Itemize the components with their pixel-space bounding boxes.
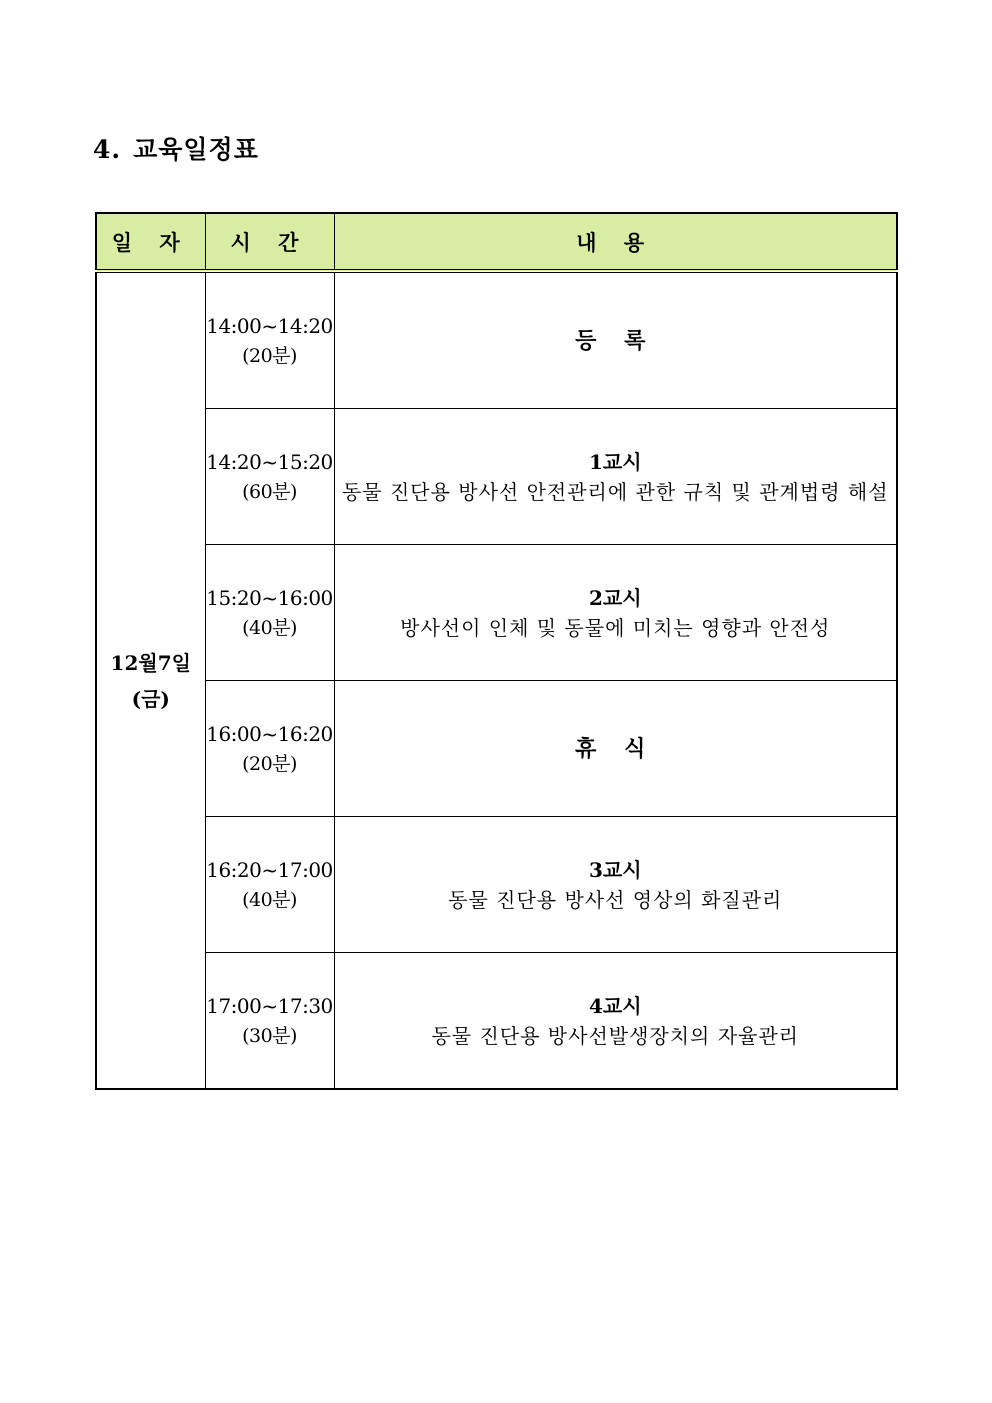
content-cell (334, 681, 897, 817)
time-duration: (30분) (242, 1024, 297, 1047)
table-row (96, 271, 897, 409)
table-row (96, 817, 897, 953)
time-cell (205, 545, 334, 681)
time-cell (205, 953, 334, 1090)
time-range: 16:00~16:20 (206, 721, 333, 746)
section-number: 4. (93, 135, 122, 164)
header-time: 시 간 (205, 213, 334, 271)
content-title: 3교시 (588, 857, 642, 882)
content-description: 방사선이 인체 및 동물에 미치는 영향과 안전성 (400, 615, 831, 640)
date-day: 12월7일 (110, 650, 191, 675)
content-title: 2교시 (588, 585, 642, 610)
time-duration: (20분) (242, 344, 297, 367)
content-cell (334, 817, 897, 953)
date-cell (96, 271, 205, 1089)
date-weekday: (금) (131, 686, 170, 711)
content-title: 휴 식 (575, 735, 656, 762)
header-row (96, 213, 897, 271)
header-date: 일 자 (96, 213, 205, 271)
content-title: 4교시 (588, 993, 642, 1018)
content-cell (334, 953, 897, 1090)
time-range: 14:00~14:20 (206, 313, 333, 338)
content-title: 1교시 (588, 449, 642, 474)
header-content: 내 용 (334, 213, 897, 271)
time-duration: (20분) (242, 752, 297, 775)
content-cell (334, 271, 897, 409)
time-duration: (60분) (242, 480, 297, 503)
table-row (96, 953, 897, 1090)
content-title: 등 록 (575, 327, 656, 354)
table-row (96, 409, 897, 545)
content-description: 동물 진단용 방사선발생장치의 자율관리 (431, 1023, 799, 1048)
table-row (96, 681, 897, 817)
content-description: 동물 진단용 방사선 안전관리에 관한 규칙 및 관계법령 해설 (341, 479, 889, 504)
section-heading (93, 130, 259, 166)
content-cell (334, 409, 897, 545)
time-cell (205, 681, 334, 817)
section-title: 교육일정표 (133, 135, 259, 164)
time-duration: (40분) (242, 888, 297, 911)
schedule-table (95, 212, 898, 1090)
time-cell (205, 409, 334, 545)
time-duration: (40분) (242, 616, 297, 639)
time-range: 15:20~16:00 (206, 585, 333, 610)
table-row (96, 545, 897, 681)
time-range: 16:20~17:00 (206, 857, 333, 882)
content-cell (334, 545, 897, 681)
content-description: 동물 진단용 방사선 영상의 화질관리 (448, 887, 783, 912)
time-range: 14:20~15:20 (206, 449, 333, 474)
time-cell (205, 817, 334, 953)
time-cell (205, 271, 334, 409)
time-range: 17:00~17:30 (206, 993, 333, 1018)
